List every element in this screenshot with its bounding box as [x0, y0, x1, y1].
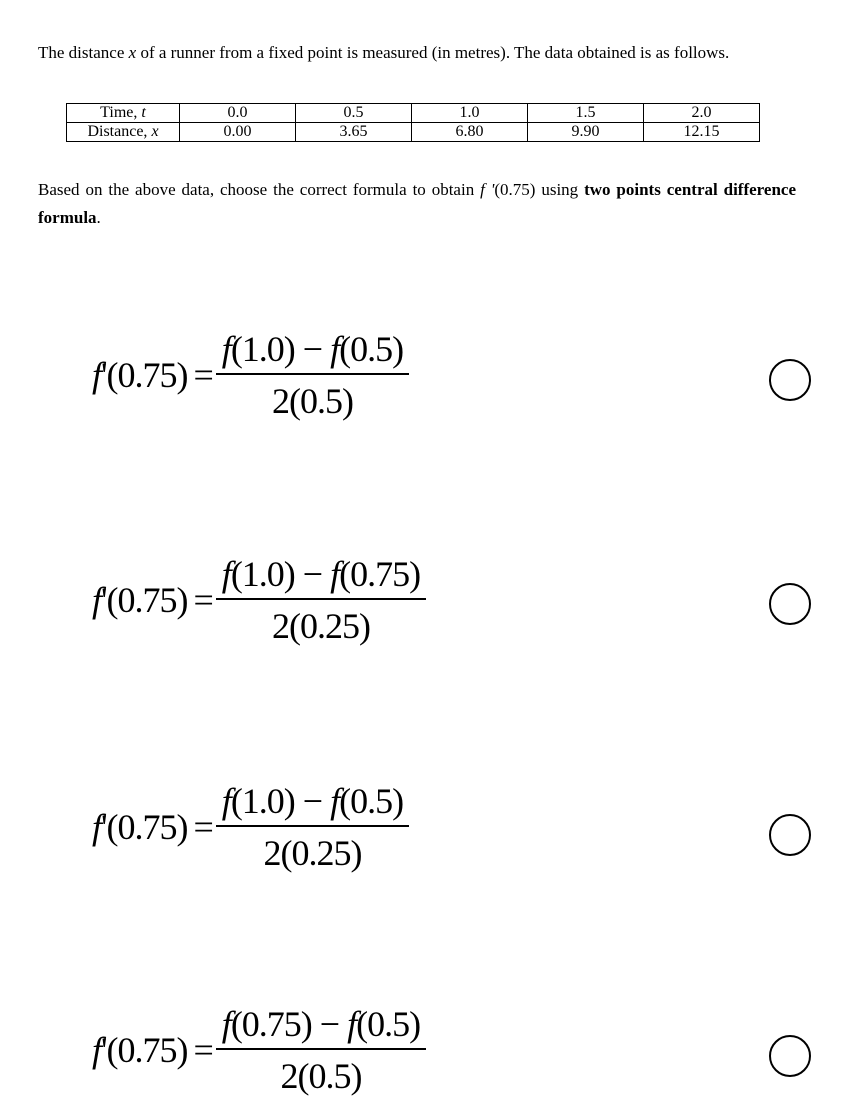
formula-lhs: [92, 354, 187, 396]
formula: [92, 995, 426, 1105]
lhs-f: f: [92, 355, 102, 395]
time-cell: 1.5: [528, 104, 644, 123]
num-f2: f: [347, 1004, 357, 1044]
equals-sign: =: [193, 807, 213, 847]
question-var-x: x: [128, 43, 137, 62]
num-f1: f: [221, 329, 231, 369]
fraction: [216, 1004, 426, 1096]
data-table: [66, 103, 760, 142]
num-arg2: (0.5): [339, 329, 404, 369]
lhs-arg: '(0.75): [101, 1030, 188, 1070]
instruction-text: [38, 176, 796, 232]
minus-sign: −: [294, 781, 331, 821]
formula-lhs: [92, 806, 187, 848]
num-arg1: (1.0): [230, 554, 295, 594]
num-arg1: (1.0): [230, 329, 295, 369]
fraction: [216, 781, 409, 873]
minus-sign: −: [311, 1004, 348, 1044]
num-f2: f: [330, 781, 340, 821]
num-arg1: (0.75): [230, 1004, 312, 1044]
time-cell: 2.0: [644, 104, 760, 123]
denominator: 2(0.5): [271, 381, 353, 421]
distance-cell: 6.80: [412, 123, 528, 142]
equals-sign: =: [193, 355, 213, 395]
time-cell: 0.5: [296, 104, 412, 123]
distance-header-text: Distance,: [87, 123, 152, 140]
denominator: 2(0.5): [280, 1056, 362, 1096]
numerator: [216, 781, 409, 827]
instruction-part-3: .: [96, 208, 101, 227]
lhs-f: f: [92, 580, 102, 620]
answer-option-3: [0, 772, 844, 882]
num-arg2: (0.5): [339, 781, 404, 821]
formula-lhs: [92, 579, 187, 621]
num-f2: f: [330, 554, 340, 594]
formula: [92, 772, 409, 882]
minus-sign: −: [294, 554, 331, 594]
lhs-arg: '(0.75): [101, 355, 188, 395]
formula-lhs: [92, 1029, 187, 1071]
formula: [92, 545, 426, 655]
numerator: [216, 1004, 426, 1050]
num-f1: f: [221, 781, 231, 821]
distance-cell: 3.65: [296, 123, 412, 142]
equals-sign: =: [193, 580, 213, 620]
distance-cell: 12.15: [644, 123, 760, 142]
time-header-text: Time,: [100, 104, 142, 121]
num-f1: f: [221, 1004, 231, 1044]
answer-option-1: [0, 320, 844, 430]
fraction: [216, 554, 426, 646]
distance-header-var: x: [151, 123, 159, 140]
time-header: [67, 104, 180, 123]
question-part-1: The distance: [38, 43, 129, 62]
time-row: [67, 104, 760, 123]
instruction-part-2: (0.75) using: [494, 180, 585, 199]
num-arg2: (0.5): [356, 1004, 421, 1044]
lhs-f: f: [92, 807, 102, 847]
answer-option-2: [0, 545, 844, 655]
equals-sign: =: [193, 1030, 213, 1070]
radio-button-option-2[interactable]: [769, 583, 811, 625]
numerator: [216, 554, 426, 600]
numerator: [216, 329, 409, 375]
lhs-f: f: [92, 1030, 102, 1070]
time-header-var: t: [141, 104, 146, 121]
formula: [92, 320, 409, 430]
radio-button-option-1[interactable]: [769, 359, 811, 401]
num-f1: f: [221, 554, 231, 594]
num-arg1: (1.0): [230, 781, 295, 821]
num-f2: f: [330, 329, 340, 369]
radio-button-option-3[interactable]: [769, 814, 811, 856]
instruction-bold: two points central difference formula: [38, 180, 796, 227]
instruction-part-1: Based on the above data, choose the correct formula to obtain: [38, 180, 481, 199]
distance-cell: 0.00: [180, 123, 296, 142]
question-text: [38, 42, 798, 64]
distance-cell: 9.90: [528, 123, 644, 142]
distance-header: [67, 123, 180, 142]
lhs-arg: '(0.75): [101, 580, 188, 620]
denominator: 2(0.25): [271, 606, 370, 646]
time-cell: 1.0: [412, 104, 528, 123]
question-part-2: of a runner from a fixed point is measured (in metres). The data obtained is as follows.: [136, 43, 730, 62]
fraction: [216, 329, 409, 421]
lhs-arg: '(0.75): [101, 807, 188, 847]
time-cell: 0.0: [180, 104, 296, 123]
distance-row: [67, 123, 760, 142]
instruction-fprime: f ': [480, 180, 495, 199]
denominator: 2(0.25): [263, 833, 362, 873]
minus-sign: −: [294, 329, 331, 369]
answer-option-4: [0, 995, 844, 1105]
num-arg2: (0.75): [339, 554, 421, 594]
radio-button-option-4[interactable]: [769, 1035, 811, 1077]
